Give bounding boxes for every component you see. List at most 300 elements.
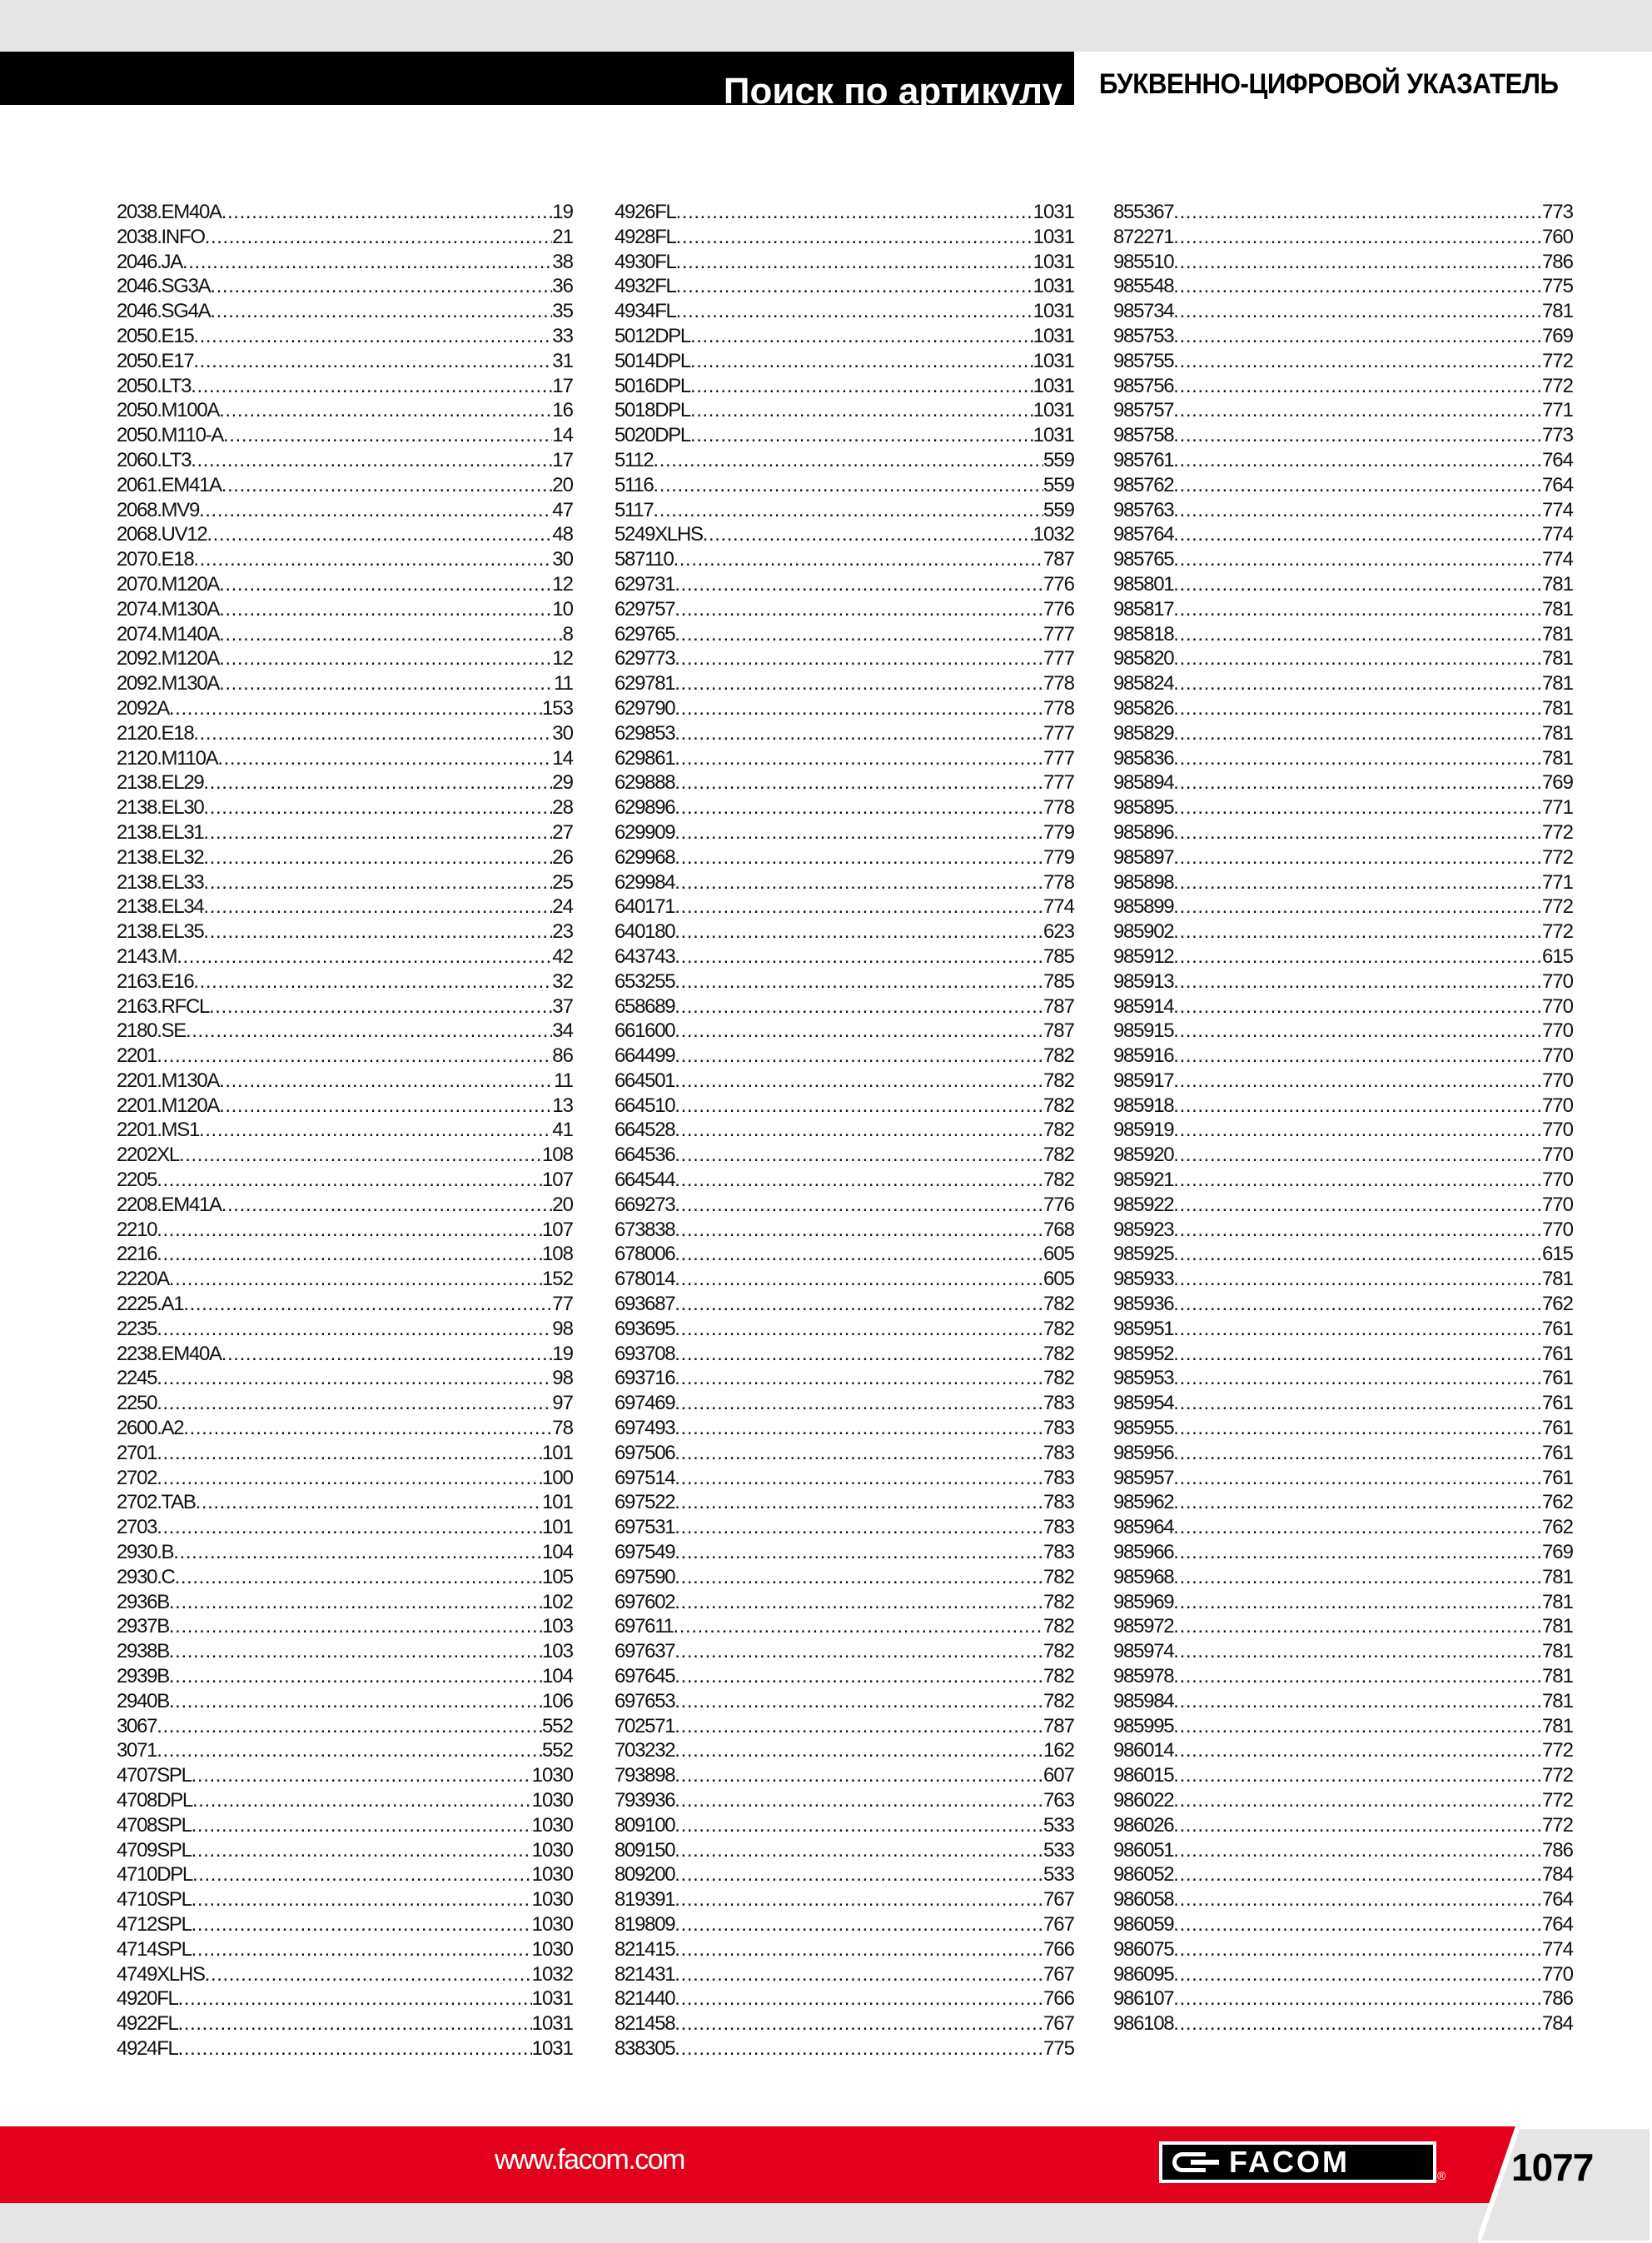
dot-leader: [674, 721, 1043, 746]
dot-leader: [1173, 1094, 1542, 1119]
index-entry: [615, 696, 1074, 721]
page-ref: 770: [1541, 1962, 1573, 1986]
dot-leader: [1173, 1342, 1542, 1367]
dot-leader: [674, 969, 1043, 994]
dot-leader: [205, 225, 553, 250]
index-entry: [1113, 250, 1573, 275]
dot-leader: [1173, 646, 1542, 671]
index-entry: [1113, 1962, 1573, 1987]
index-entry: [615, 969, 1074, 994]
index-entry: [615, 646, 1074, 671]
page-ref: 605: [1042, 1243, 1074, 1266]
index-entry: [1113, 1118, 1573, 1143]
page-ref: 1031: [1032, 201, 1074, 223]
page-ref: 781: [1541, 1640, 1573, 1663]
dot-leader: [178, 2036, 532, 2061]
article-code: 2938B: [117, 1640, 169, 1663]
dot-leader: [157, 1242, 542, 1267]
page-ref: 1030: [531, 1912, 573, 1936]
dot-leader: [1173, 547, 1542, 572]
page-ref: 108: [541, 1243, 573, 1266]
dot-leader: [193, 969, 552, 994]
dot-leader: [203, 920, 552, 945]
page-ref: 102: [541, 1590, 573, 1613]
index-entry: [117, 2011, 573, 2036]
dot-leader: [1173, 225, 1542, 250]
dot-leader: [157, 1044, 552, 1069]
page-ref: 764: [1541, 1888, 1573, 1912]
dot-leader: [157, 1317, 552, 1342]
page-ref: 783: [1042, 1516, 1074, 1539]
dot-leader: [169, 1267, 542, 1292]
dot-leader: [674, 1639, 1043, 1664]
page-ref: 783: [1042, 1417, 1074, 1440]
article-code: 2046.SG4A: [117, 300, 211, 323]
dot-leader: [1173, 423, 1542, 448]
article-code: 2702: [117, 1466, 157, 1489]
page-ref: 782: [1042, 1119, 1074, 1142]
dot-leader: [1173, 1838, 1542, 1863]
dot-leader: [1173, 1218, 1542, 1243]
article-code: 2050.M110-A: [117, 424, 224, 447]
page-ref: 778: [1042, 696, 1074, 720]
page-ref: 772: [1541, 820, 1573, 844]
index-entry: [1113, 398, 1573, 423]
article-code: 664510: [615, 1094, 675, 1117]
dot-leader: [203, 820, 552, 845]
page-ref: 782: [1042, 1144, 1074, 1167]
page-ref: 781: [1541, 721, 1573, 745]
article-code: 697469: [615, 1392, 675, 1415]
dot-leader: [674, 1937, 1043, 1962]
index-entry: [117, 1044, 573, 1069]
page-ref: 607: [1042, 1764, 1074, 1787]
article-code: 819809: [615, 1912, 675, 1936]
page-ref: 774: [1042, 895, 1074, 919]
index-entry: [117, 1490, 573, 1515]
index-entry: [615, 622, 1074, 647]
footer-url-link[interactable]: www.facom.com: [495, 2144, 684, 2176]
dot-leader: [173, 1540, 542, 1565]
article-code: 2120.M110A: [117, 746, 218, 770]
dot-leader: [1173, 572, 1542, 597]
article-code: 5014DPL: [615, 349, 690, 372]
dot-leader: [674, 696, 1043, 721]
page-ref: 16: [552, 399, 573, 422]
page-ref: 779: [1042, 845, 1074, 869]
index-entry: [1113, 1738, 1573, 1763]
article-code: 4712SPL: [117, 1912, 192, 1936]
article-code: 2138.EL34: [117, 895, 204, 919]
index-entry: [117, 746, 573, 771]
article-code: 2702.TAB: [117, 1491, 196, 1514]
dot-leader: [703, 522, 1033, 547]
page-ref: 771: [1541, 399, 1573, 422]
page-ref: 1031: [531, 2012, 573, 2036]
page-ref: 787: [1042, 1019, 1074, 1043]
dot-leader: [1173, 374, 1542, 399]
article-code: 4709SPL: [117, 1838, 192, 1862]
page-ref: 769: [1541, 1541, 1573, 1564]
index-entry: [1113, 994, 1573, 1019]
page-ref: 100: [541, 1466, 573, 1489]
page-ref: 32: [552, 969, 573, 993]
article-code: 629773: [615, 647, 675, 670]
index-entry: [1113, 622, 1573, 647]
article-code: 2092.M120A: [117, 647, 220, 670]
dot-leader: [203, 770, 552, 795]
article-code: 697611: [615, 1615, 674, 1638]
dot-leader: [193, 349, 552, 374]
page-ref: 784: [1541, 2012, 1573, 2036]
article-code: 629861: [615, 746, 675, 770]
article-code: 5020DPL: [615, 424, 690, 447]
page-ref: 772: [1541, 845, 1573, 869]
dot-leader: [1173, 1069, 1542, 1094]
page-ref: 764: [1541, 1912, 1573, 1936]
index-entry: [1113, 200, 1573, 225]
index-entry: [117, 374, 573, 399]
index-entry: [117, 1763, 573, 1788]
dot-leader: [674, 1763, 1043, 1788]
index-entry: [615, 746, 1074, 771]
article-code: 985964: [1113, 1516, 1174, 1539]
article-code: 986108: [1113, 2012, 1174, 2036]
article-code: 697522: [615, 1491, 675, 1514]
article-code: 985913: [1113, 969, 1174, 993]
dot-leader: [1173, 1763, 1542, 1788]
index-entry: [615, 274, 1074, 299]
index-entry: [117, 1342, 573, 1367]
article-code: 2202XL: [117, 1144, 179, 1167]
dot-leader: [1173, 1441, 1542, 1466]
article-code: 985919: [1113, 1119, 1174, 1142]
index-entry: [615, 945, 1074, 969]
dot-leader: [219, 1069, 554, 1094]
dot-leader: [1173, 746, 1542, 771]
article-code: 985756: [1113, 374, 1174, 397]
page-ref: 767: [1042, 2012, 1074, 2036]
index-entry: [615, 795, 1074, 820]
page-ref: 781: [1541, 647, 1573, 670]
dot-leader: [1173, 770, 1542, 795]
article-code: 587110: [615, 548, 674, 571]
page-ref: 762: [1541, 1491, 1573, 1514]
article-code: 985957: [1113, 1466, 1174, 1489]
page-ref: 28: [552, 796, 573, 820]
page-ref: 772: [1541, 1764, 1573, 1787]
index-entry: [117, 1366, 573, 1391]
logo-mark-icon: [1162, 2145, 1229, 2180]
index-entry: [1113, 920, 1573, 945]
page-ref: 1032: [531, 1962, 573, 1986]
article-code: 985925: [1113, 1243, 1174, 1266]
page-ref: 770: [1541, 1069, 1573, 1092]
dot-leader: [1173, 1738, 1542, 1763]
page-ref: 773: [1541, 201, 1573, 223]
index-entry: [1113, 1391, 1573, 1416]
page-ref: 42: [552, 945, 573, 968]
index-entry: [1113, 1044, 1573, 1069]
page-ref: 1031: [1032, 349, 1074, 372]
dot-leader: [1173, 200, 1542, 225]
article-code: 821415: [615, 1937, 675, 1961]
page-ref: 20: [552, 1193, 573, 1216]
index-entry: [615, 597, 1074, 622]
dot-leader: [653, 498, 1043, 523]
page-ref: 27: [552, 820, 573, 844]
dot-leader: [192, 1788, 532, 1813]
article-code: 985917: [1113, 1069, 1174, 1092]
index-entry: [1113, 1292, 1573, 1317]
index-entry: [117, 547, 573, 572]
page-ref: 13: [552, 1094, 573, 1117]
index-entry: [1113, 324, 1573, 349]
page-ref: 152: [541, 1268, 573, 1291]
article-code: 4932FL: [615, 275, 676, 298]
page-ref: 772: [1541, 349, 1573, 372]
article-code: 985956: [1113, 1441, 1174, 1464]
dot-leader: [191, 448, 552, 473]
dot-leader: [674, 1838, 1043, 1863]
index-entry: [117, 1813, 573, 1838]
page-ref: 1031: [1032, 374, 1074, 397]
dot-leader: [219, 572, 552, 597]
index-entry: [1113, 945, 1573, 969]
index-entry: [615, 1118, 1074, 1143]
index-entry: [117, 448, 573, 473]
dot-leader: [674, 1168, 1043, 1193]
dot-leader: [1173, 1813, 1542, 1838]
page-ref: 38: [552, 250, 573, 273]
dot-leader: [1173, 845, 1542, 870]
dot-leader: [674, 1441, 1043, 1466]
article-code: 2201: [117, 1044, 157, 1068]
facom-logo-icon: [1159, 2141, 1436, 2183]
header-bar: [0, 52, 1074, 112]
index-entry: [615, 1689, 1074, 1714]
index-entry: [1113, 1887, 1573, 1912]
article-code: 2225.A1: [117, 1293, 184, 1316]
page-ref: 104: [541, 1541, 573, 1564]
article-code: 5112: [615, 448, 654, 471]
page-ref: 781: [1541, 1714, 1573, 1737]
page-ref: 772: [1541, 895, 1573, 919]
article-code: 658689: [615, 994, 675, 1018]
dot-leader: [674, 770, 1043, 795]
index-entry: [117, 1862, 573, 1887]
article-code: 664544: [615, 1169, 675, 1192]
page-ref: 781: [1541, 1590, 1573, 1613]
page-ref: 778: [1042, 672, 1074, 695]
index-entry: [615, 398, 1074, 423]
article-code: 985899: [1113, 895, 1174, 919]
index-entry: [117, 895, 573, 920]
dot-leader: [157, 1738, 542, 1763]
dot-leader: [1173, 1689, 1542, 1714]
dot-leader: [1173, 398, 1542, 423]
index-entry: [117, 1466, 573, 1491]
page-ref: 107: [541, 1169, 573, 1192]
page-ref: 559: [1042, 448, 1074, 471]
page-ref: 783: [1042, 1466, 1074, 1489]
page-ref: 762: [1541, 1293, 1573, 1316]
index-entry: [117, 423, 573, 448]
article-code: 629781: [615, 672, 675, 695]
article-code: 2138.EL32: [117, 845, 204, 869]
index-entry: [615, 1862, 1074, 1887]
dot-leader: [674, 1738, 1043, 1763]
article-code: 4922FL: [117, 2012, 178, 2036]
index-entry: [117, 1019, 573, 1044]
index-entry: [117, 2036, 573, 2061]
article-code: 838305: [615, 2036, 675, 2060]
index-entry: [117, 721, 573, 746]
index-entry: [615, 1218, 1074, 1243]
dot-leader: [676, 225, 1033, 250]
article-code: 2138.EL29: [117, 771, 204, 795]
index-entry: [615, 250, 1074, 275]
page-ref: 605: [1042, 1268, 1074, 1291]
dot-leader: [674, 671, 1043, 696]
dot-leader: [674, 920, 1043, 945]
article-code: 985764: [1113, 523, 1174, 546]
article-code: 629909: [615, 820, 675, 844]
page-ref: 1031: [1032, 324, 1074, 347]
article-code: 702571: [615, 1714, 675, 1737]
page-ref: 1030: [531, 1863, 573, 1887]
page-ref: 782: [1042, 1342, 1074, 1365]
page-ref: 106: [541, 1689, 573, 1712]
article-code: 985962: [1113, 1491, 1174, 1514]
dot-leader: [217, 746, 552, 771]
index-entry: [117, 1738, 573, 1763]
article-code: 629853: [615, 721, 675, 745]
dot-leader: [674, 646, 1043, 671]
article-code: 2050.M100A: [117, 399, 220, 422]
article-code: 697602: [615, 1590, 675, 1613]
article-code: 985801: [1113, 572, 1174, 596]
article-code: 2701: [117, 1441, 157, 1464]
article-code: 697506: [615, 1441, 675, 1464]
article-code: 697653: [615, 1689, 675, 1712]
article-code: 2235: [117, 1317, 157, 1340]
article-code: 821440: [615, 1987, 675, 2011]
page-ref: 775: [1541, 275, 1573, 298]
article-code: 2936B: [117, 1590, 169, 1613]
dot-leader: [1173, 1714, 1542, 1739]
article-code: 985757: [1113, 399, 1174, 422]
article-code: 5016DPL: [615, 374, 690, 397]
page-ref: 787: [1042, 548, 1074, 571]
dot-leader: [1173, 324, 1542, 349]
page-ref: 781: [1541, 672, 1573, 695]
article-code: 809150: [615, 1838, 675, 1862]
article-code: 986052: [1113, 1863, 1174, 1887]
index-entry: [117, 1168, 573, 1193]
dot-leader: [210, 299, 552, 324]
dot-leader: [674, 622, 1043, 647]
index-entry: [615, 200, 1074, 225]
dot-leader: [182, 250, 552, 275]
dot-leader: [674, 1590, 1043, 1615]
page-ref: 783: [1042, 1491, 1074, 1514]
index-entry: [1113, 845, 1573, 870]
page-ref: 787: [1042, 1714, 1074, 1737]
index-entry: [615, 498, 1074, 523]
article-code: 4710DPL: [117, 1863, 192, 1887]
dot-leader: [1173, 448, 1542, 473]
article-code: 985734: [1113, 300, 1174, 323]
index-entry: [615, 820, 1074, 845]
dot-leader: [1173, 721, 1542, 746]
index-entry: [1113, 1639, 1573, 1664]
page-ref: 623: [1042, 920, 1074, 944]
article-code: 693708: [615, 1342, 675, 1365]
page-ref: 36: [552, 275, 573, 298]
page-ref: 1030: [531, 1838, 573, 1862]
article-code: 985969: [1113, 1590, 1174, 1613]
dot-leader: [1173, 969, 1542, 994]
dot-leader: [1173, 671, 1542, 696]
index-entry: [615, 1738, 1074, 1763]
page-ref: 8: [562, 622, 573, 645]
article-code: 664536: [615, 1144, 675, 1167]
dot-leader: [674, 870, 1043, 895]
index-entry: [117, 324, 573, 349]
dot-leader: [1173, 597, 1542, 622]
dot-leader: [674, 1466, 1043, 1491]
dot-leader: [169, 1590, 542, 1615]
page-ref: 781: [1541, 1689, 1573, 1712]
page-ref: 162: [1042, 1739, 1074, 1762]
index-entry: [1113, 721, 1573, 746]
article-code: 985817: [1113, 597, 1174, 621]
page-ref: 1031: [1032, 225, 1074, 248]
dot-leader: [191, 374, 552, 399]
page-ref: 771: [1541, 796, 1573, 820]
index-entry: [615, 1416, 1074, 1441]
index-entry: [1113, 870, 1573, 895]
index-entry: [615, 1838, 1074, 1863]
dot-leader: [1173, 696, 1542, 721]
dot-leader: [1173, 498, 1542, 523]
page-ref: 766: [1042, 1987, 1074, 2011]
article-code: 985836: [1113, 746, 1174, 770]
index-entry: [117, 1317, 573, 1342]
page-ref: 770: [1541, 1094, 1573, 1117]
article-code: 985972: [1113, 1615, 1174, 1638]
page-ref: 19: [552, 201, 573, 223]
index-entry: [1113, 795, 1573, 820]
dot-leader: [203, 895, 552, 920]
page-ref: 769: [1541, 324, 1573, 347]
page-ref: 33: [552, 324, 573, 347]
page-ref: 31: [552, 349, 573, 372]
index-entry: [1113, 696, 1573, 721]
dot-leader: [674, 895, 1043, 920]
logo-text: FACOM: [1229, 2145, 1350, 2179]
article-code: 4924FL: [117, 2036, 178, 2060]
page-ref: 782: [1042, 1689, 1074, 1712]
article-code: 985914: [1113, 994, 1174, 1018]
article-code: 697549: [615, 1541, 675, 1564]
article-code: 985995: [1113, 1714, 1174, 1737]
page-ref: 774: [1541, 548, 1573, 571]
dot-leader: [1173, 1639, 1542, 1664]
index-entry: [615, 845, 1074, 870]
article-code: 4926FL: [615, 201, 676, 223]
